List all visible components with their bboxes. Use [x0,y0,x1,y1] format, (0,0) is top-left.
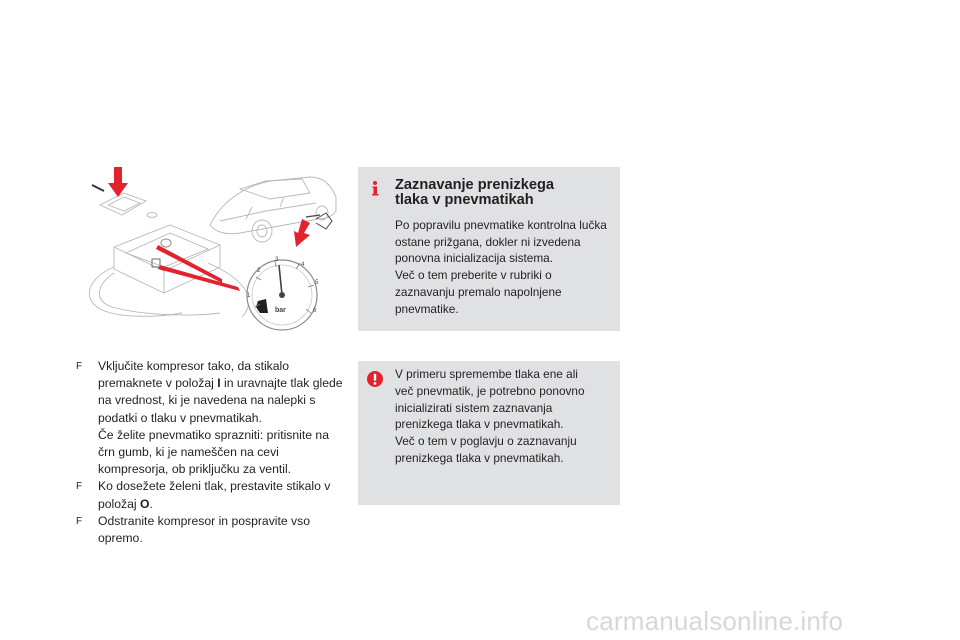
position-label: I [217,376,221,391]
gauge-tick-label: 3 [275,257,279,263]
info-box [358,167,620,331]
instruction-text: . [149,496,153,511]
bullet-icon: F [76,515,83,527]
info-line: Po popravilu pnevmatike kontrolna lučka [395,218,607,232]
info-title-line: tlaka v pnevmatikah [395,192,534,208]
warning-line: prenizkega tlaka v pnevmatikah. [395,450,564,465]
info-line: ostane prižgana, dokler ni izvedena [395,234,581,249]
instruction-text: Ko dosežete želeni tlak, prestavite stikalo v položaj [98,479,331,511]
instruction-text: Vključite kompresor tako, da stikalo premaknete v položaj [98,359,290,391]
warning-line: Več o tem v poglavju o zaznavanju [395,434,577,449]
gauge-tick-label: 5 [315,280,319,286]
instruction-text: Odstranite kompresor in pospravite vso opremo. [98,513,311,546]
warning-line: več pnevmatik, je potrebno ponovno [395,383,585,398]
compressor-drawing [70,167,344,332]
warning-box [358,361,620,505]
instruction-item [76,513,346,547]
instruction-item [76,358,346,478]
info-body [395,217,617,317]
bullet-icon: F [76,361,83,372]
instruction-list [76,358,346,547]
instruction-text: in uravnajte tlak glede na vrednost, ki je navedena na nalepki s podatki o tlaku v pnevmatikah. [98,376,343,425]
instruction-item [76,478,346,512]
warning-line: prenizkega tlaka v pnevmatikah. [395,417,564,432]
info-line: zaznavanju premalo napolnjene [395,284,562,299]
info-title [395,178,610,208]
gauge-unit-label: bar [275,307,286,314]
warning-body [395,366,617,467]
position-label: O [140,496,150,511]
gauge-tick-label: 4 [301,262,305,268]
info-line: Več o tem preberite v rubriki o [395,268,552,283]
gauge-tick-label: 1 [247,293,251,299]
info-line: ponovna inicializacija sistema. [395,251,554,266]
gauge-tick-label: 6 [313,308,317,314]
info-icon [367,180,383,196]
gauge-tick-label: 2 [257,268,261,274]
info-title-line: Zaznavanje prenizkega [395,177,554,193]
instruction-text: Če želite pnevmatiko sprazniti: pritisnite na črn gumb, ki je nameščen na cevi kompresorja, ob priključku za ventil. [98,427,329,477]
info-line: pnevmatike. [395,301,459,316]
warning-icon [367,371,383,387]
compressor-illustration [70,167,344,332]
warning-line: inicializirati sistem zaznavanja [395,400,553,415]
warning-line: V primeru spremembe tlaka ene ali [395,367,578,381]
bullet-icon: F [76,481,83,493]
watermark-text: carmanualsonline.info [586,606,844,636]
